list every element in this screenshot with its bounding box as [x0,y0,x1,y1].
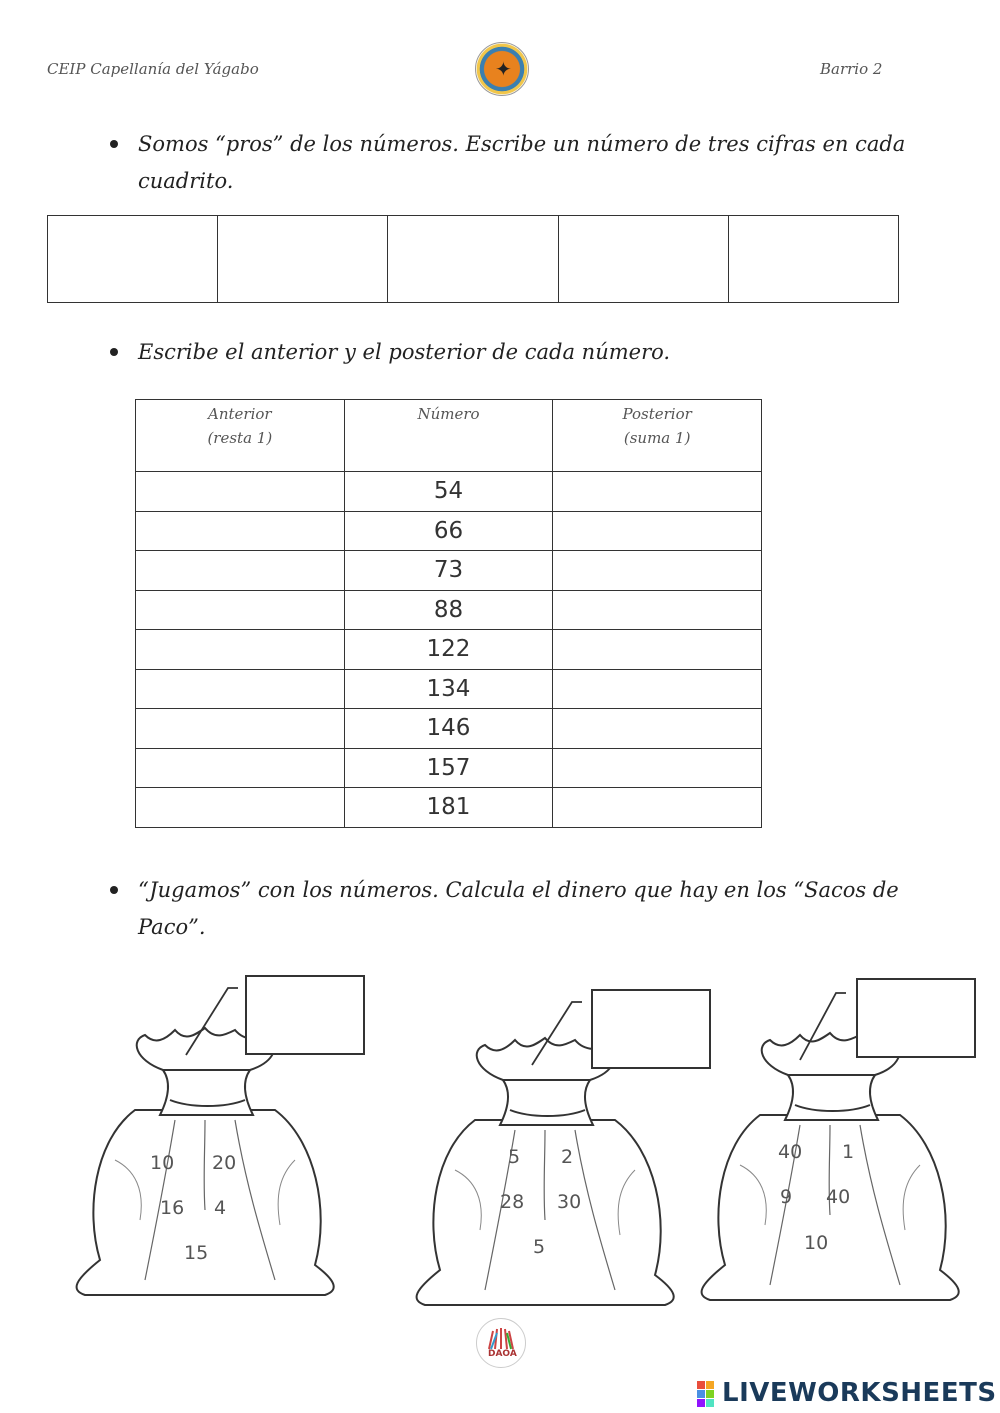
anterior-input[interactable] [136,788,345,828]
table-row [136,669,762,709]
instruction-2: Escribe el anterior y el posterior de cada número. [138,340,671,364]
number-cell: 134 [344,669,553,709]
number-box-1[interactable] [48,216,218,302]
number-boxes-row [47,215,899,303]
instruction-1-line2: cuadrito. [138,169,234,193]
table-row [136,709,762,749]
sack-3-value: 10 [804,1232,829,1254]
sack-1-value: 20 [212,1152,237,1174]
sack-1-value: 10 [150,1152,175,1174]
anterior-input[interactable] [136,630,345,670]
number-box-4[interactable] [559,216,729,302]
daoa-logo [476,1318,526,1368]
table-row [136,511,762,551]
header-numero-label: Número [417,405,480,423]
sack-2-icon [417,1038,674,1305]
instruction-1 [138,126,968,200]
number-box-3[interactable] [388,216,558,302]
liveworksheets-brand: LIVEWORKSHEETS [722,1378,997,1408]
header-numero [344,400,553,472]
sack-2-value: 28 [500,1191,525,1213]
table-row [136,748,762,788]
posterior-input[interactable] [553,788,762,828]
anterior-input[interactable] [136,748,345,788]
sack-2-value: 2 [561,1146,574,1168]
sack-3-value: 9 [780,1186,793,1208]
school-name: CEIP Capellanía del Yágabo [47,60,259,78]
anterior-input[interactable] [136,511,345,551]
bullet-icon [110,140,118,148]
sack-2-value: 5 [508,1146,521,1168]
number-cell: 54 [344,472,553,512]
posterior-input[interactable] [553,472,762,512]
posterior-input[interactable] [553,748,762,788]
number-cell: 122 [344,630,553,670]
anterior-input[interactable] [136,669,345,709]
anterior-input[interactable] [136,709,345,749]
header-anterior-label: Anterior [208,405,272,423]
header-posterior-note: (suma 1) [623,429,691,447]
header-posterior [553,400,762,472]
sack-3-value: 40 [778,1141,803,1163]
number-cell: 66 [344,511,553,551]
number-box-2[interactable] [218,216,388,302]
sack-2-answer-box[interactable] [591,989,711,1069]
numbers-table [135,399,762,828]
sack-3-value: 1 [842,1141,855,1163]
posterior-input[interactable] [553,590,762,630]
header-posterior-label: Posterior [622,405,692,423]
sack-3-icon [702,1033,959,1300]
instruction-3-line1: “Jugamos” con los números. Calcula el dinero que hay en los “Sacos de [138,878,899,902]
number-cell: 146 [344,709,553,749]
sack-2-value: 5 [533,1236,546,1258]
posterior-input[interactable] [553,630,762,670]
number-cell: 181 [344,788,553,828]
bullet-icon [110,886,118,894]
sack-1-value: 16 [160,1197,185,1219]
sack-3-value: 40 [826,1186,851,1208]
anterior-input[interactable] [136,472,345,512]
number-cell: 73 [344,551,553,591]
table-row [136,788,762,828]
sack-2-value: 30 [557,1191,582,1213]
anterior-input[interactable] [136,590,345,630]
sack-1-answer-box[interactable] [245,975,365,1055]
posterior-input[interactable] [553,669,762,709]
daoa-logo-text: DAOA [488,1349,517,1359]
bullet-icon [110,348,118,356]
number-cell: 157 [344,748,553,788]
liveworksheets-logo-icon [697,1381,723,1407]
header-anterior [136,400,345,472]
table-row [136,630,762,670]
header-anterior-note: (resta 1) [207,429,273,447]
sack-3-answer-box[interactable] [856,978,976,1058]
posterior-input[interactable] [553,551,762,591]
instruction-3 [138,872,968,946]
anterior-input[interactable] [136,551,345,591]
number-cell: 88 [344,590,553,630]
class-label: Barrio 2 [820,60,883,78]
table-row [136,590,762,630]
sack-1-value: 4 [214,1197,227,1219]
sacks-illustration [0,960,1000,1310]
posterior-input[interactable] [553,709,762,749]
sack-1-value: 15 [184,1242,209,1264]
instruction-1-line1: Somos “pros” de los números. Escribe un número de tres cifras en cada [138,132,906,156]
school-logo: ✦ [475,42,529,96]
daoa-logo-graphic [477,1319,525,1367]
number-box-5[interactable] [729,216,898,302]
table-row [136,551,762,591]
posterior-input[interactable] [553,511,762,551]
instruction-3-line2: Paco”. [138,915,206,939]
table-row [136,472,762,512]
